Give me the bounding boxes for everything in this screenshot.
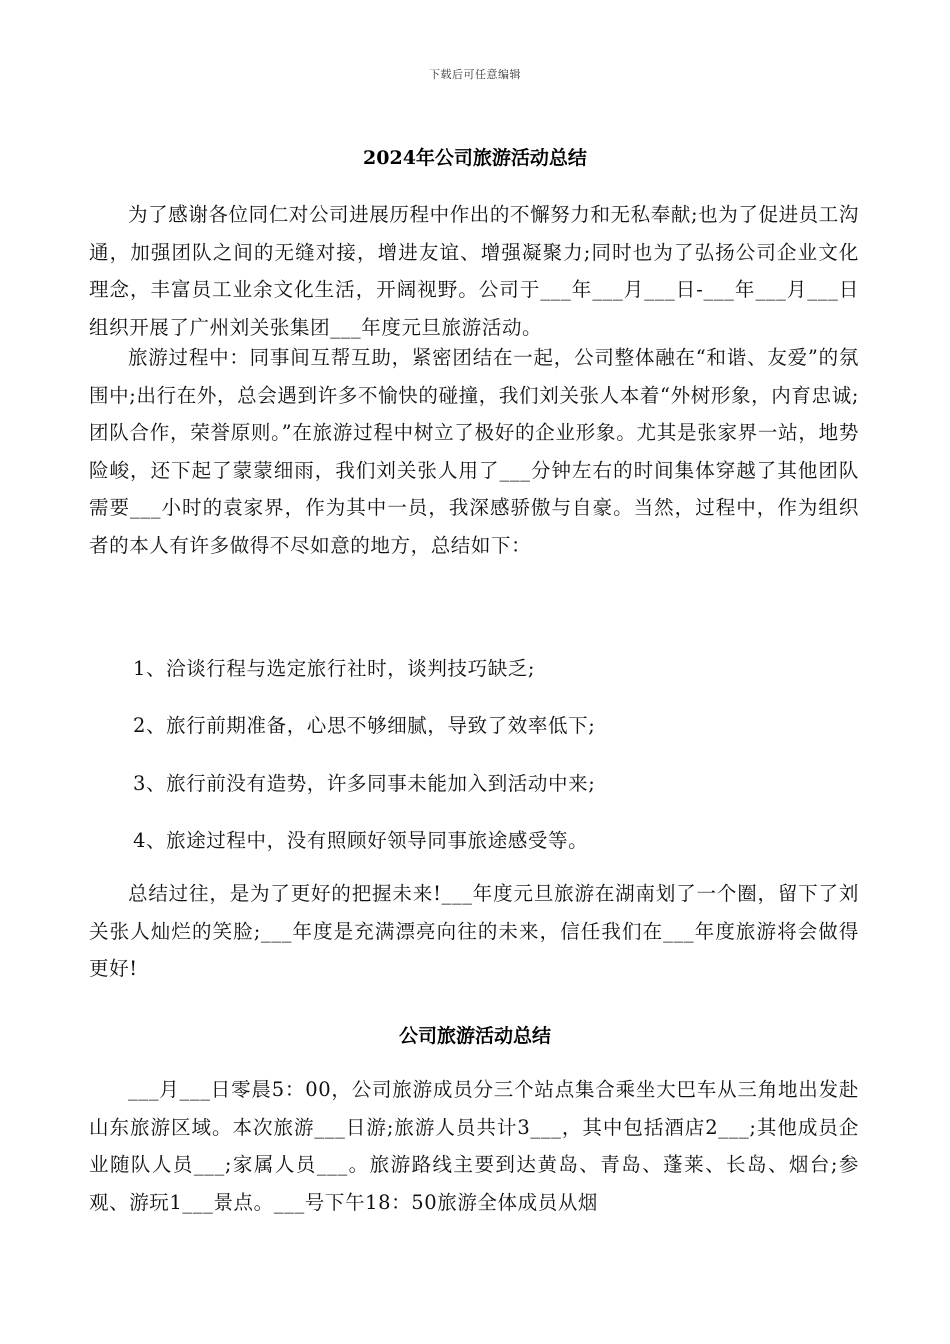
intro-paragraph: 为了感谢各位同仁对公司进展历程中作出的不懈努力和无私奉献;也为了促进员工沟通，加强团队之间的无缝对接，增进友谊、增强凝聚力;同时也为了弘扬公司企业文化理念，丰富员工业余文化生活，开阔视野。公司于___年___月___日-___年___月___日组织开展了广州刘关张集团___年度元旦旅游活动。 [89,203,859,339]
summary-list-item: 2、旅行前期准备，心思不够细腻，导致了效率低下; [133,714,596,737]
article-title: 2024年公司旅游活动总结 [363,147,587,169]
closing-paragraph: 总结过往，是为了更好的把握未来!___年度元旦旅游在湖南划了一个圈，留下了刘关张人灿烂的笑脸;___年度是充满漂亮向往的未来，信任我们在___年度旅游将会做得更好! [89,882,859,980]
section-title: 公司旅游活动总结 [398,1025,551,1047]
header-note: 下载后可任意编辑 [429,68,521,81]
section-paragraph: ___月___日零晨5：00，公司旅游成员分三个站点集合乘坐大巴车从三角地出发赴山东旅游区域。本次旅游___日游;旅游人员共计3___，其中包括酒店2___;其他成员企业随队人员___;家属人员___。旅游路线主要到达黄岛、青岛、蓬莱、长岛、烟台;参观、游玩1___景点。___号下午18：50旅游全体成员从烟 [89,1078,859,1214]
summary-list-item: 4、旅途过程中，没有照顾好领导同事旅途感受等。 [133,829,589,852]
summary-list-item: 3、旅行前没有造势，许多同事未能加入到活动中来; [133,772,596,795]
process-paragraph: 旅游过程中：同事间互帮互助，紧密团结在一起，公司整体融在“和谐、友爱”的氛围中;出行在外，总会遇到许多不愉快的碰撞，我们刘关张人本着“外树形象，内育忠诚;团队合作，荣誉原则。”在旅游过程中树立了极好的企业形象。尤其是张家界一站，地势险峻，还下起了蒙蒙细雨，我们刘关张人用了___分钟左右的时间集体穿越了其他团队需要___小时的袁家界，作为其中一员，我深感骄傲与自豪。当然，过程中，作为组织者的本人有许多做得不尽如意的地方，总结如下： [89,346,859,557]
summary-list-item: 1、洽谈行程与选定旅行社时，谈判技巧缺乏; [133,657,536,680]
